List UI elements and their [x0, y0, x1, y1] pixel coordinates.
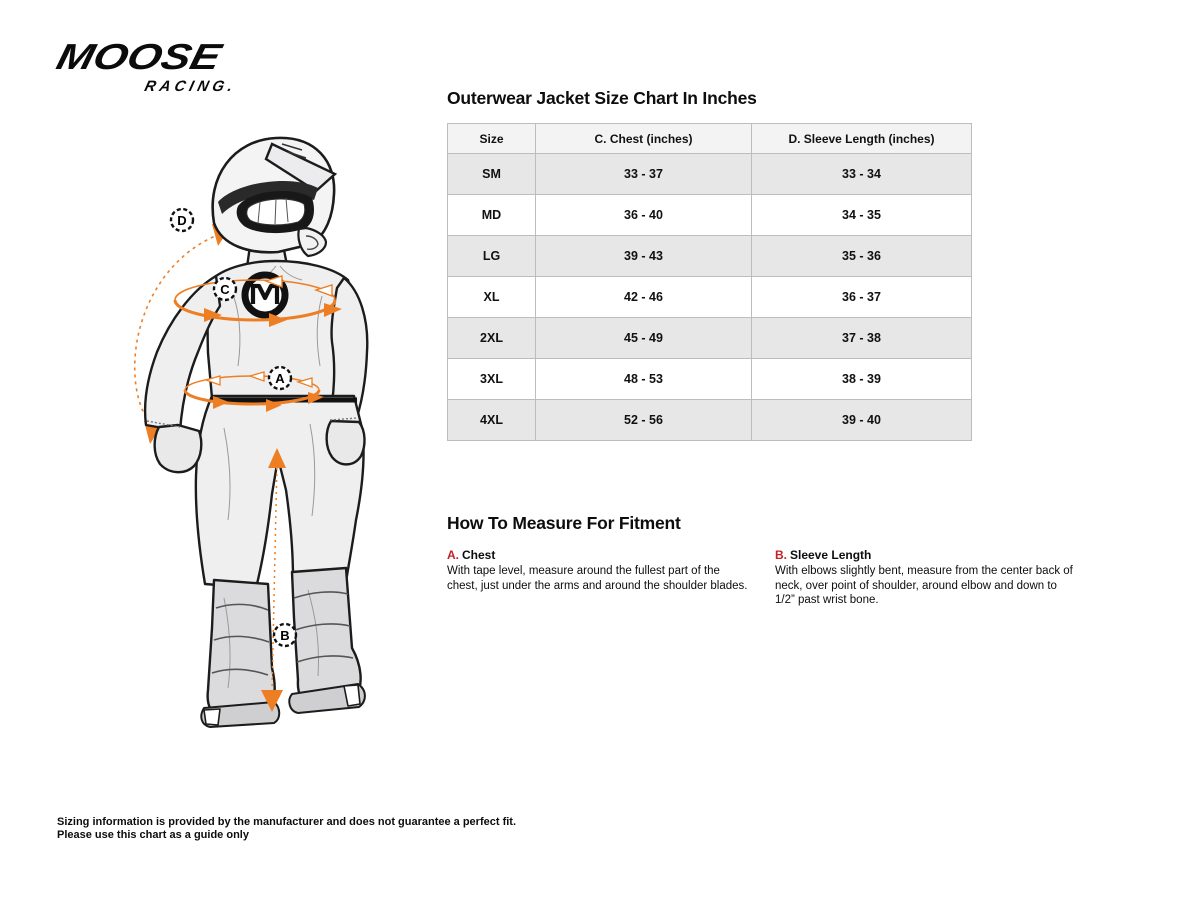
- size-cell: 4XL: [448, 400, 536, 441]
- table-row: [448, 277, 972, 318]
- marker-letter-a: A: [275, 371, 285, 386]
- sleeve-cell: 36 - 37: [752, 277, 972, 318]
- size-chart-title: Outerwear Jacket Size Chart In Inches: [447, 88, 757, 108]
- table-row: [448, 400, 972, 441]
- measure-item-chest: [447, 548, 749, 608]
- measure-label: [775, 548, 1077, 562]
- sleeve-cell: 35 - 36: [752, 236, 972, 277]
- table-header-row: [448, 124, 972, 154]
- measure-label-text: Chest: [462, 548, 496, 562]
- disclaimer-line1: Sizing information is provided by the manufacturer and does not guarantee a perfect fit.: [57, 816, 517, 828]
- how-to-measure-title: How To Measure For Fitment: [447, 513, 681, 533]
- size-chart-section: [447, 88, 971, 441]
- size-cell: LG: [448, 236, 536, 277]
- measure-letter: B.: [775, 548, 787, 562]
- chest-cell: 42 - 46: [536, 277, 752, 318]
- disclaimer: [57, 816, 516, 842]
- sleeve-cell: 37 - 38: [752, 318, 972, 359]
- table-row: [448, 154, 972, 195]
- measure-label: [447, 548, 749, 562]
- sleeve-cell: 33 - 34: [752, 154, 972, 195]
- rider-figure-illustration: [54, 128, 434, 748]
- measure-description: With tape level, measure around the fullest part of the chest, just under the arms and around the shoulder blades.: [447, 565, 748, 592]
- measure-item-sleeve: [775, 548, 1077, 608]
- helmet: [213, 138, 335, 256]
- col-header-sleeve: D. Sleeve Length (inches): [752, 124, 972, 154]
- marker-letter-c: C: [220, 282, 230, 297]
- size-cell: 3XL: [448, 359, 536, 400]
- table-row: [448, 236, 972, 277]
- size-cell: XL: [448, 277, 536, 318]
- measure-letter: A.: [447, 548, 459, 562]
- table-row: [448, 195, 972, 236]
- col-header-chest: C. Chest (inches): [536, 124, 752, 154]
- size-cell: MD: [448, 195, 536, 236]
- chest-cell: 33 - 37: [536, 154, 752, 195]
- measure-label-text: Sleeve Length: [790, 548, 872, 562]
- logo-moose-text: MOOSE: [52, 36, 226, 77]
- chest-cell: 52 - 56: [536, 400, 752, 441]
- size-cell: SM: [448, 154, 536, 195]
- moose-racing-logo: [48, 36, 262, 95]
- logo-racing-text: RACING.: [142, 78, 239, 95]
- marker-letter-d: D: [177, 213, 187, 228]
- chest-cell: 45 - 49: [536, 318, 752, 359]
- col-header-size: Size: [448, 124, 536, 154]
- size-cell: 2XL: [448, 318, 536, 359]
- disclaimer-line2: Please use this chart as a guide only: [57, 829, 249, 841]
- chest-cell: 39 - 43: [536, 236, 752, 277]
- table-row: [448, 359, 972, 400]
- chest-cell: 48 - 53: [536, 359, 752, 400]
- measure-description: With elbows slightly bent, measure from the center back of neck, over point of shoulder, around elbow and down to 1/2” past wrist bone.: [775, 565, 1073, 606]
- how-to-measure-section: [447, 513, 1127, 608]
- sleeve-cell: 38 - 39: [752, 359, 972, 400]
- marker-letter-b: B: [280, 628, 290, 643]
- rider-measurement-diagram: [54, 128, 434, 748]
- sleeve-cell: 34 - 35: [752, 195, 972, 236]
- table-row: [448, 318, 972, 359]
- sleeve-cell: 39 - 40: [752, 400, 972, 441]
- chest-cell: 36 - 40: [536, 195, 752, 236]
- size-chart-table: [447, 123, 972, 441]
